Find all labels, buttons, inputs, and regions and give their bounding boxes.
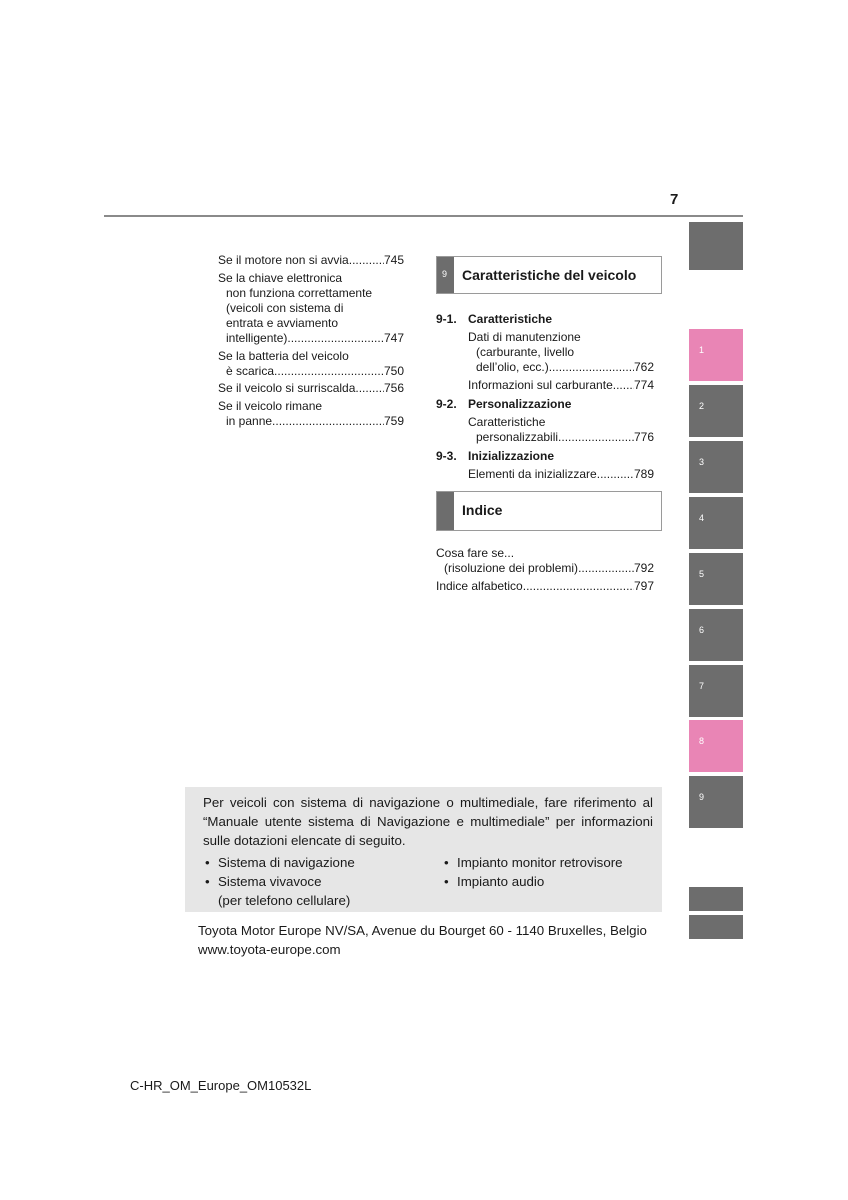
side-tab-9[interactable] xyxy=(689,776,743,828)
list-item-text: Sistema di navigazione xyxy=(218,855,355,870)
list-item-text: Sistema vivavoce xyxy=(218,874,322,889)
chapter-number-bar xyxy=(437,492,454,530)
chapter-title: Caratteristiche del veicolo xyxy=(462,267,637,283)
list-item-text: Impianto audio xyxy=(457,874,545,889)
toc-entry-page: 789 xyxy=(633,467,654,481)
contact-address: Toyota Motor Europe NV/SA, Avenue du Bourget 60 - 1140 Bruxelles, Belgio xyxy=(198,923,647,938)
document-code: C-HR_OM_Europe_OM10532L xyxy=(130,1078,312,1093)
header-rule xyxy=(104,215,743,217)
side-tab-label: 1 xyxy=(699,345,705,355)
leader-dots xyxy=(578,561,634,576)
side-tab-8[interactable] xyxy=(689,720,743,772)
toc-entry-text: dell’olio, ecc.) xyxy=(476,360,549,374)
list-item: • Impianto monitor retrovisore xyxy=(444,855,623,870)
info-text: Per veicoli con sistema di navigazione o multimediale, fare riferimento al “Manuale utente sistema di Navigazione e multimediale” per informazioni sulle dotazioni elencate di seguito. xyxy=(203,795,653,848)
toc-entry-text: entrata e avviamento xyxy=(226,316,339,330)
side-tab-1[interactable] xyxy=(689,329,743,381)
chapter-title: Indice xyxy=(462,502,503,518)
side-tab-bottom-1[interactable] xyxy=(689,887,743,911)
toc-entry-text: Indice alfabetico xyxy=(436,579,523,593)
list-item-text: Impianto monitor retrovisore xyxy=(457,855,623,870)
toc-entry[interactable] xyxy=(436,579,654,594)
chapter-number: 9 xyxy=(442,269,448,279)
section-number: 9-1. xyxy=(436,312,457,326)
leader-dots xyxy=(558,430,634,445)
toc-entry[interactable] xyxy=(218,381,404,396)
toc-entry-text: personalizzabili xyxy=(476,430,559,444)
chapter-9-header[interactable] xyxy=(436,256,662,294)
toc-entry-page: 762 xyxy=(633,360,654,374)
side-tab-label: 3 xyxy=(699,457,705,467)
toc-entry-text: intelligente) xyxy=(226,331,288,345)
side-tab-label: 5 xyxy=(699,569,705,579)
toc-entry-text: Cosa fare se... xyxy=(436,546,515,560)
side-tab-3[interactable] xyxy=(689,441,743,493)
leader-dots xyxy=(272,414,384,429)
section-title[interactable]: Personalizzazione xyxy=(468,397,572,411)
toc-entry-text: Se il motore non si avvia xyxy=(218,253,349,267)
toc-entry-page: 776 xyxy=(633,430,654,444)
side-tab-7[interactable] xyxy=(689,665,743,717)
toc-entry-text: Se la batteria del veicolo xyxy=(218,349,349,363)
side-tab-4[interactable] xyxy=(689,497,743,549)
side-tab-label: 9 xyxy=(699,792,705,802)
list-item xyxy=(205,891,355,910)
toc-entry-page: 756 xyxy=(383,381,404,395)
leader-dots xyxy=(597,467,634,482)
toc-entry-text: Elementi da inizializzare xyxy=(468,467,597,481)
toc-entry[interactable] xyxy=(468,467,654,482)
leader-dots xyxy=(287,331,384,346)
side-tab-bottom-2[interactable] xyxy=(689,915,743,939)
section-title[interactable]: Caratteristiche xyxy=(468,312,553,326)
toc-entry-text: Caratteristiche xyxy=(468,415,546,429)
leader-dots xyxy=(523,579,634,594)
bullet-list-left xyxy=(205,853,355,910)
toc-entry[interactable] xyxy=(436,546,654,576)
leader-dots xyxy=(274,364,384,379)
toc-entry[interactable] xyxy=(218,349,404,379)
index-contents xyxy=(436,546,654,596)
page-number: 7 xyxy=(670,191,679,208)
toc-entry-page: 792 xyxy=(633,561,654,575)
side-tab-top[interactable] xyxy=(689,222,743,270)
toc-entry-text: (carburante, livello xyxy=(476,345,575,359)
toc-entry[interactable] xyxy=(468,330,654,375)
toc-entry[interactable] xyxy=(468,378,654,393)
list-item-text: (per telefono cellulare) xyxy=(218,893,351,908)
side-tab-5[interactable] xyxy=(689,553,743,605)
section-number: 9-3. xyxy=(436,449,457,463)
list-item: • Sistema vivavoce xyxy=(205,874,322,889)
side-tab-label: 7 xyxy=(699,681,705,691)
navigation-info-box xyxy=(185,787,662,912)
toc-entry-page: 797 xyxy=(633,579,654,593)
toc-entry-page: 745 xyxy=(383,253,404,267)
section-title[interactable]: Inizializzazione xyxy=(468,449,555,463)
side-tab-label: 2 xyxy=(699,401,705,411)
toc-entry[interactable] xyxy=(218,271,404,346)
chapter-9-contents-2 xyxy=(436,449,654,489)
list-item: • Impianto audio xyxy=(444,874,545,889)
toc-entry-text: Dati di manutenzione xyxy=(468,330,581,344)
toc-entry-text: Se la chiave elettronica xyxy=(218,271,343,285)
section-number: 9-2. xyxy=(436,397,457,411)
toc-entry-text: (veicoli con sistema di xyxy=(226,301,344,315)
toc-entry-text: (risoluzione dei problemi) xyxy=(444,561,579,575)
toc-entry-text: in panne xyxy=(226,414,273,428)
toc-entry-page: 747 xyxy=(383,331,404,345)
toc-entry-text: è scarica xyxy=(226,364,275,378)
toc-entry[interactable] xyxy=(218,253,404,268)
toc-entry-text: Se il veicolo si surriscalda xyxy=(218,381,356,395)
side-tab-label: 4 xyxy=(699,513,705,523)
list-item: • Sistema di navigazione xyxy=(205,855,355,870)
leader-dots xyxy=(355,381,384,396)
toc-entry-text: Se il veicolo rimane xyxy=(218,399,323,413)
toc-entry-text: non funziona correttamente xyxy=(226,286,373,300)
toc-entry[interactable] xyxy=(468,415,654,445)
leader-dots xyxy=(549,360,634,375)
website-link[interactable]: www.toyota-europe.com xyxy=(198,942,341,957)
side-tab-label: 6 xyxy=(699,625,705,635)
side-tab-label: 8 xyxy=(699,736,705,746)
toc-entry-page: 774 xyxy=(633,378,654,392)
leader-dots xyxy=(613,378,634,393)
toc-entry-text: Informazioni sul carburante xyxy=(468,378,613,392)
chapter-number-bar xyxy=(437,257,454,293)
side-tab-6[interactable] xyxy=(689,609,743,661)
bullet-list-right xyxy=(444,853,623,891)
index-header[interactable] xyxy=(436,491,662,531)
toc-entry-page: 759 xyxy=(383,414,404,428)
side-tab-2[interactable] xyxy=(689,385,743,437)
chapter-9-contents xyxy=(436,312,654,452)
toc-entry[interactable] xyxy=(218,399,404,429)
leader-dots xyxy=(349,253,384,268)
toc-entry-page: 750 xyxy=(383,364,404,378)
